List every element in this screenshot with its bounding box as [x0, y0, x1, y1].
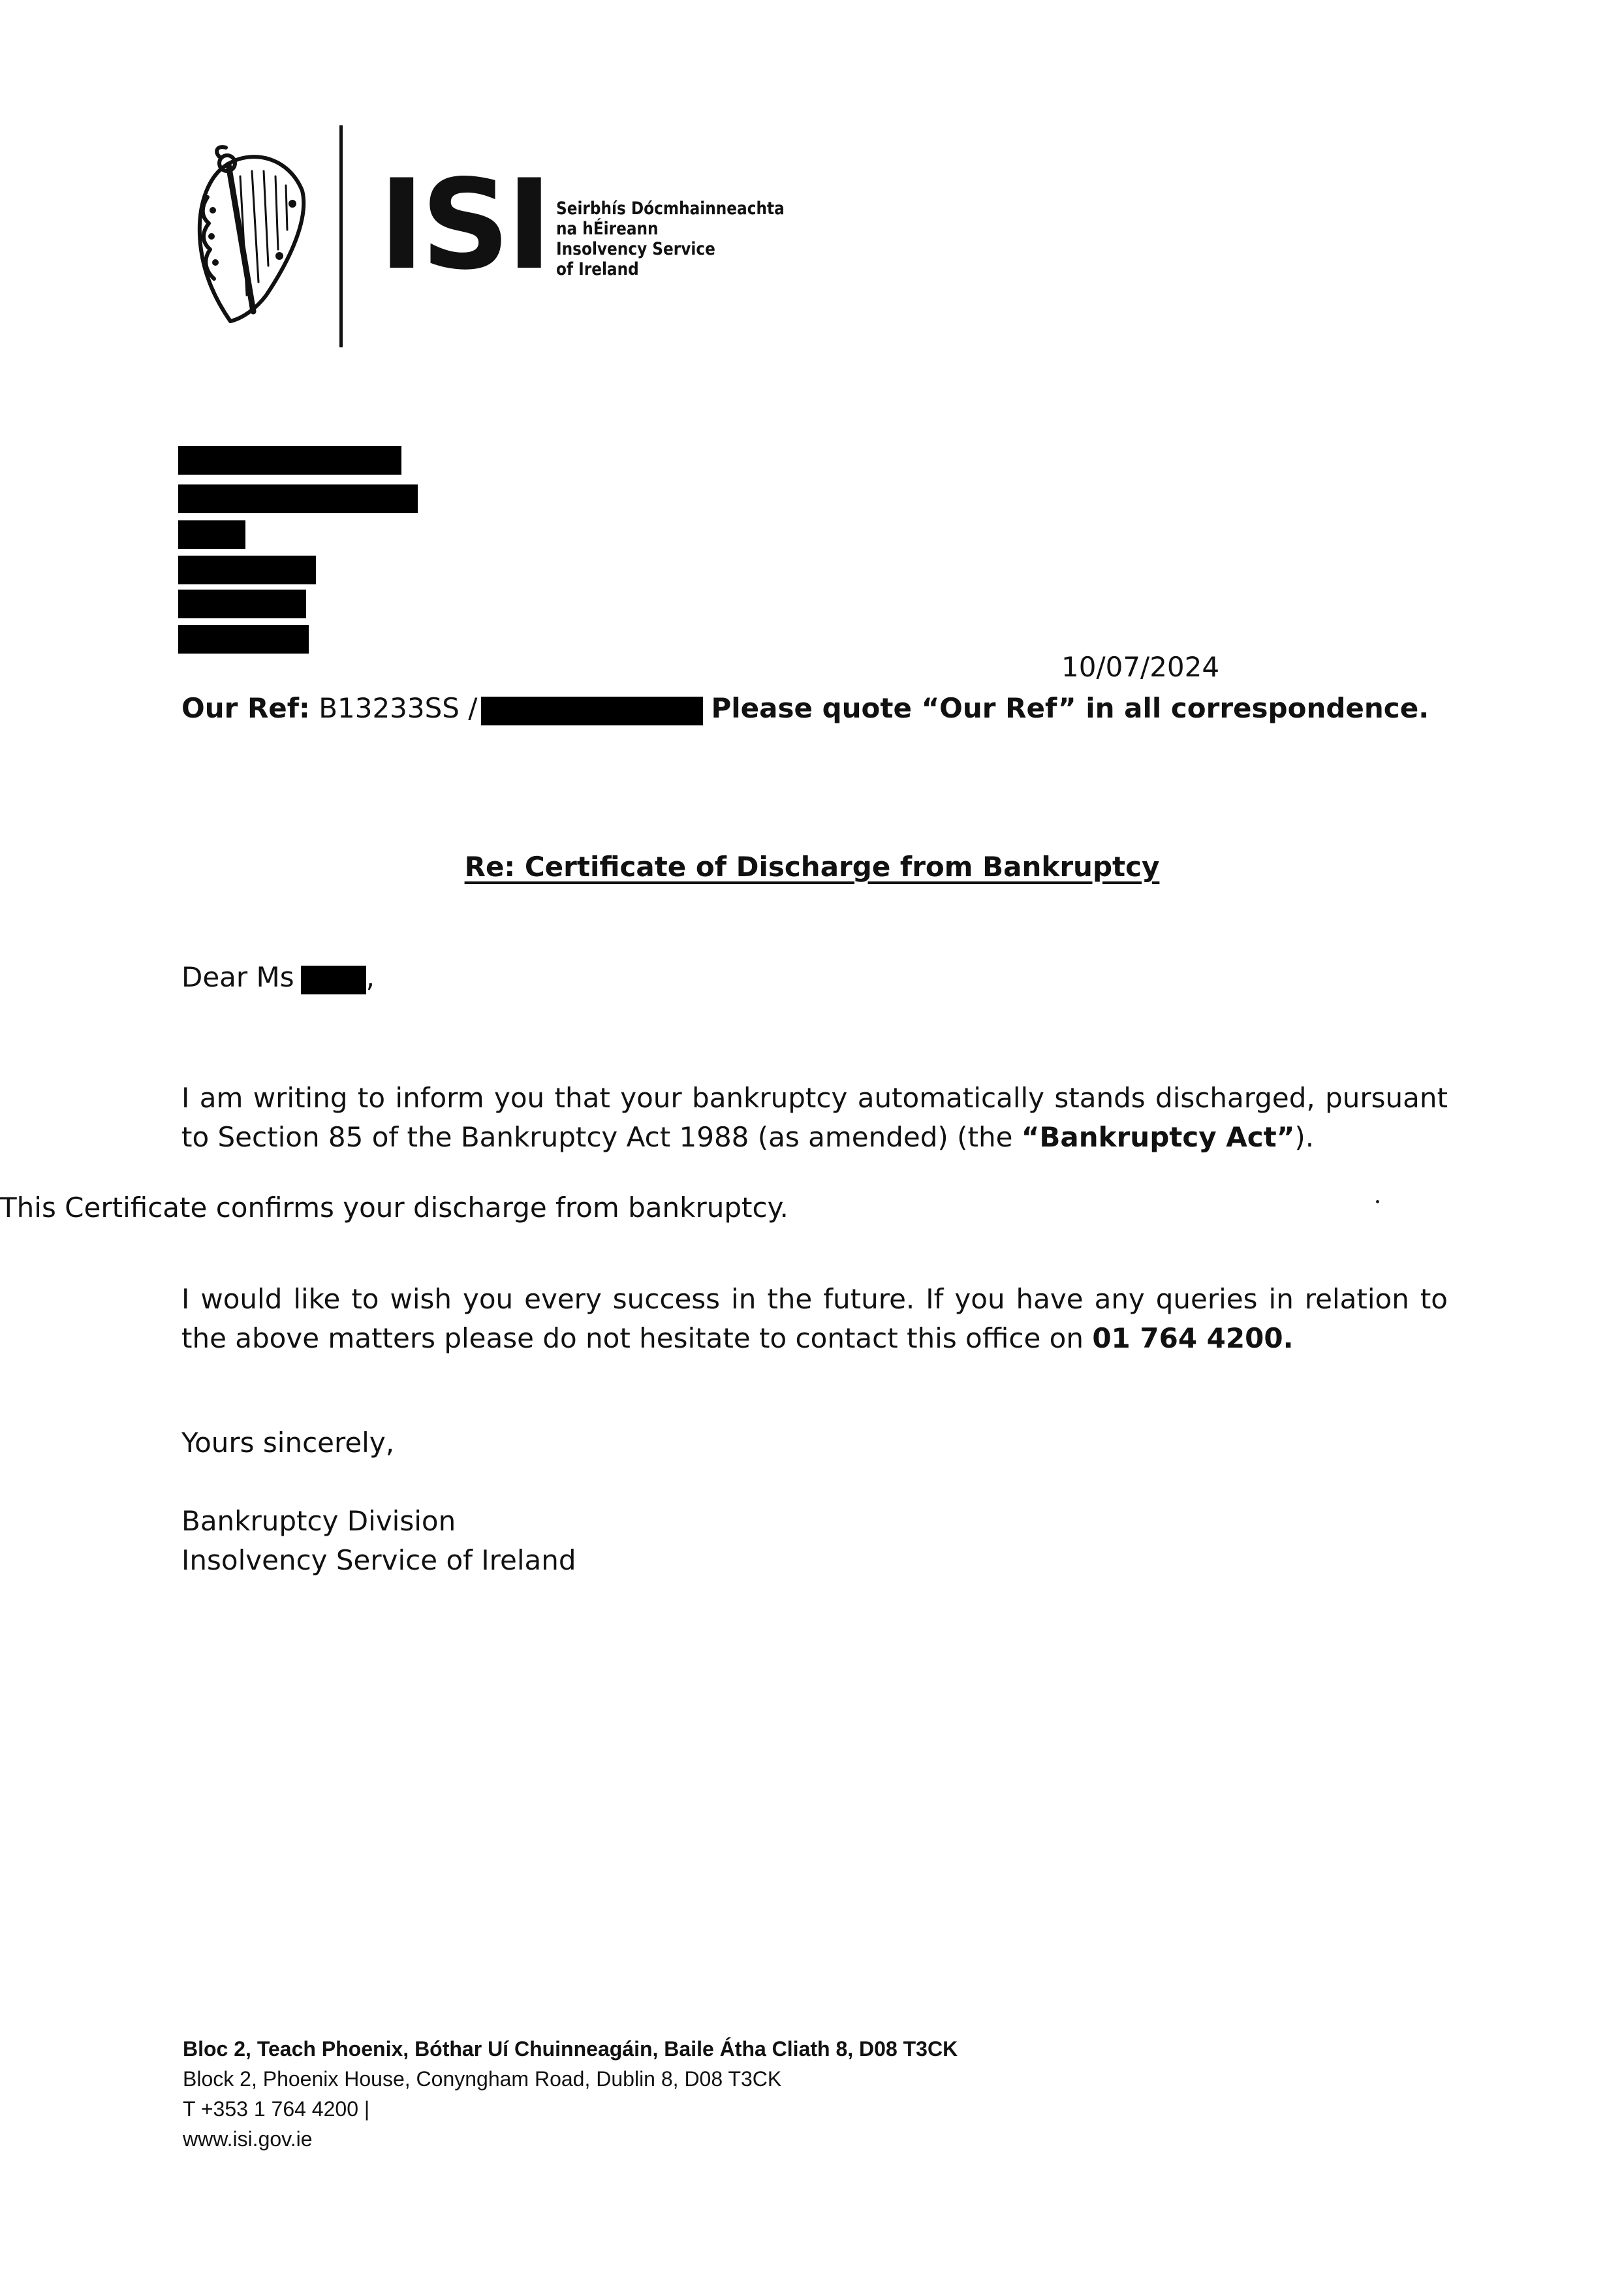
salutation-text: Dear Ms [181, 961, 294, 993]
salutation [181, 958, 375, 997]
paragraph-certificate: This Certificate confirms your discharge from bankruptcy. [0, 1192, 789, 1224]
ref-note: Please quote “Our Ref” in all correspondence. [711, 692, 1429, 724]
salutation-comma: , [366, 961, 375, 993]
paragraph-discharge [181, 1079, 1448, 1157]
signature-organisation: Insolvency Service of Ireland [181, 1544, 576, 1576]
paragraph-text: I am writing to inform you that your bankruptcy automatically stands discharged, pursuant to Section 85 of the Bankruptcy Act 1988 (as amended) (the [181, 1082, 1448, 1153]
redacted-address-line [178, 590, 306, 618]
isi-subtitle-line: Seirbhís Dócmhainneachta [556, 198, 785, 219]
paragraph-contact [181, 1280, 1448, 1358]
redacted-reference [481, 697, 703, 725]
redacted-address-line [178, 520, 245, 549]
harp-emblem-icon [181, 145, 312, 328]
isi-subtitle-line: na hÉireann [556, 219, 659, 239]
closing: Yours sincerely, [181, 1427, 395, 1459]
footer-website-link[interactable]: www.isi.gov.ie [183, 2127, 313, 2151]
isi-subtitle-line: Insolvency Service [556, 239, 715, 259]
ref-value: B13233SS / [319, 692, 478, 724]
redacted-address-line [178, 484, 418, 513]
redacted-address-line [178, 446, 401, 475]
paragraph-text: ). [1294, 1121, 1315, 1153]
reference-line [181, 689, 1429, 728]
isi-subtitle-line: of Ireland [556, 259, 639, 279]
letter-subject: Re: Certificate of Discharge from Bankruptcy [464, 851, 1160, 883]
footer-address-irish: Bloc 2, Teach Phoenix, Bóthar Uí Chuinneagáin, Baile Átha Cliath 8, D08 T3CK [183, 2037, 958, 2061]
signature-division: Bankruptcy Division [181, 1505, 456, 1537]
letter-date: 10/07/2024 [1061, 651, 1220, 683]
isi-subtitle [556, 198, 785, 279]
logo-divider [339, 125, 343, 347]
ref-label: Our Ref: [181, 692, 310, 724]
footer-phone: T +353 1 764 4200 | [183, 2097, 370, 2121]
stray-mark [1376, 1200, 1379, 1203]
isi-wordmark: ISI [379, 153, 549, 297]
redacted-address-line [178, 556, 316, 584]
redacted-name [301, 966, 366, 994]
footer-address-english: Block 2, Phoenix House, Conyngham Road, Dublin 8, D08 T3CK [183, 2067, 782, 2091]
redacted-address-line [178, 625, 309, 654]
paragraph-text: I would like to wish you every success in the future. If you have any queries in relation to the above matters please do not hesitate to contact this office on [181, 1283, 1448, 1354]
contact-phone: 01 764 4200. [1092, 1322, 1294, 1354]
defined-term: “Bankruptcy Act” [1021, 1121, 1295, 1153]
